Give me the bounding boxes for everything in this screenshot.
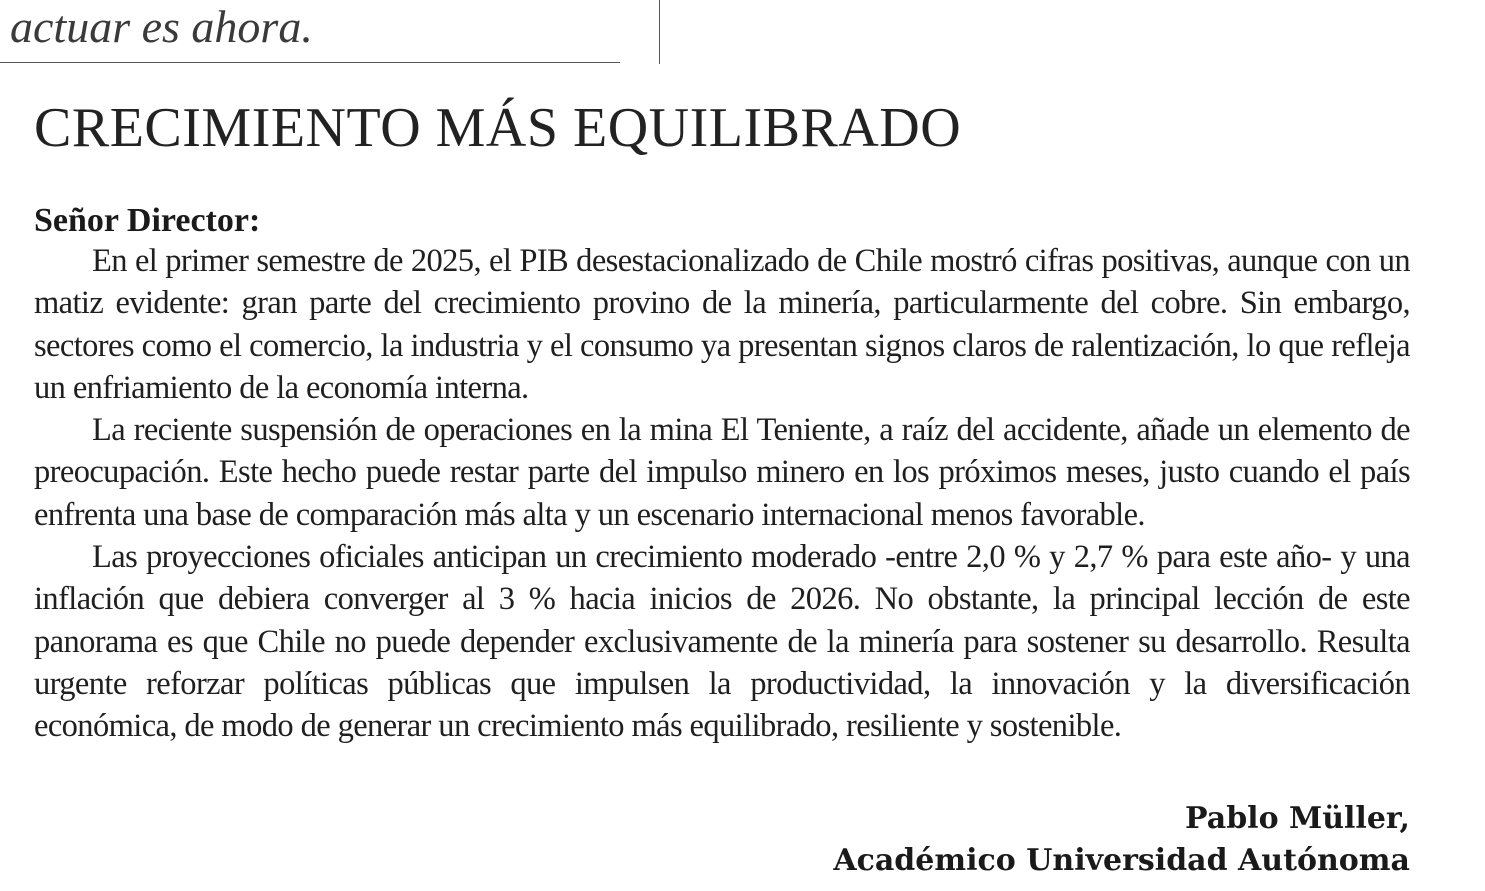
signature-affiliation: Académico Universidad Autónoma: [833, 843, 1410, 878]
letter-paragraph-1: En el primer semestre de 2025, el PIB desestacionalizado de Chile mostró cifras positivas, aunque con un matiz evidente: gran parte del crecimiento provino de la minería, particularmente del cobre. Sin embargo, sectores como el comercio, la industria y el consumo ya presentan signos claros de ralentización, lo que refleja un enfriamiento de la economía interna.: [34, 243, 1410, 406]
letter-body: [34, 202, 1410, 748]
letter-paragraph-3: Las proyecciones oficiales anticipan un crecimiento moderado -entre 2,0 % y 2,7 % para este año- y una inflación que debiera converger al 3 % hacia inicios de 2026. No obstante, la principal lección de este panorama es que Chile no puede depender exclusivamente de la minería para sostener su desarrollo. Resulta urgente reforzar políticas públicas que impulsen la productividad, la innovación y la diversificación económica, de modo de generar un crecimiento más equilibrado, resiliente y sostenible.: [34, 539, 1410, 745]
previous-article-rule: [0, 62, 620, 63]
letter-headline: CRECIMIENTO MÁS EQUILIBRADO: [34, 97, 962, 159]
signature-name: Pablo Müller,: [1185, 801, 1410, 836]
previous-article-tail: actuar es ahora.: [10, 1, 313, 52]
letter-paragraph-2: La reciente suspensión de operaciones en la mina El Teniente, a raíz del accidente, añade un elemento de preocupación. Este hecho puede restar parte del impulso minero en los próximos meses, justo cuando el país enfrenta una base de comparación más alta y un escenario internacional menos favorable.: [34, 412, 1410, 533]
column-divider: [659, 0, 660, 64]
letter-signature: [833, 798, 1410, 882]
letter-salutation: Señor Director:: [34, 202, 261, 239]
